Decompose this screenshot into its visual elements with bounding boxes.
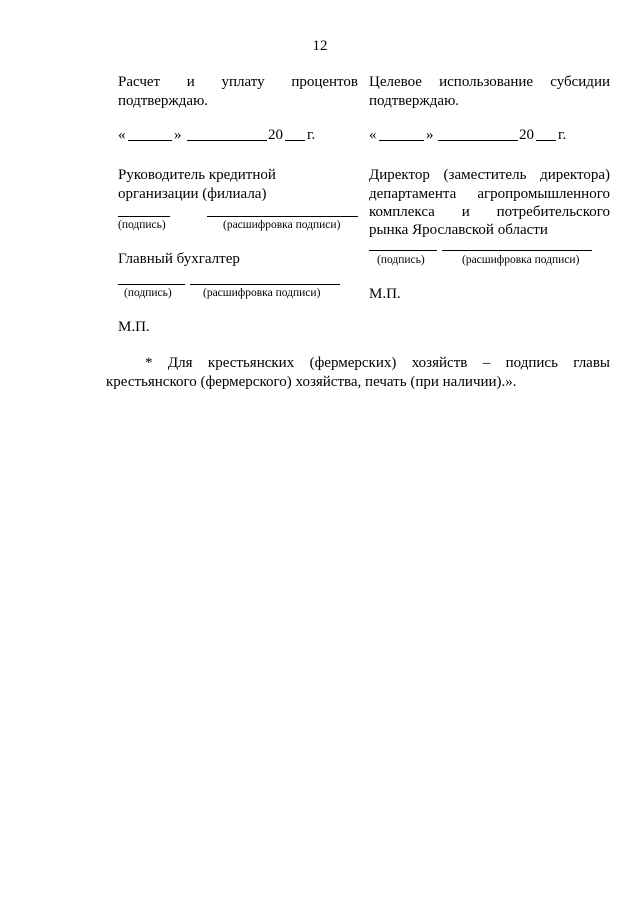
right-director-line1: Директор (заместитель директора): [369, 167, 610, 183]
left-head-signature-line: [118, 216, 170, 217]
right-date-month-line: [438, 140, 518, 141]
right-confirm-line1: Целевое использование субсидии: [369, 74, 610, 90]
right-signature-caption: (подпись): [377, 254, 425, 266]
right-confirm-line2: подтверждаю.: [369, 93, 460, 109]
left-head-decode-line: [207, 216, 358, 217]
left-date-quote-close: »: [174, 127, 182, 143]
left-date-month-line: [187, 140, 267, 141]
left-confirm-line1: Расчет и уплату процентов: [118, 74, 358, 90]
right-date-quote-close: »: [426, 127, 434, 143]
left-date-year-line: [285, 140, 305, 141]
right-decode-line: [442, 250, 592, 251]
left-date-year-suffix: г.: [307, 127, 316, 143]
right-director-line4: рынка Ярославской области: [369, 222, 548, 238]
right-director-line2: департамента агропромышленного: [369, 186, 610, 202]
footnote-line1: * Для крестьянских (фермерских) хозяйств – подпись главы: [145, 355, 610, 371]
left-date-day-line: [128, 140, 172, 141]
left-date-quote-open: «: [118, 127, 126, 143]
left-head-decode-caption: (расшифровка подписи): [223, 219, 341, 231]
page-number: 12: [312, 38, 328, 54]
right-date-year-line: [536, 140, 556, 141]
left-accountant-signature-line: [118, 284, 185, 285]
left-accountant-decode-caption: (расшифровка подписи): [203, 287, 321, 299]
right-date-year-suffix: г.: [558, 127, 567, 143]
left-accountant-signature-caption: (подпись): [124, 287, 172, 299]
left-accountant-title: Главный бухгалтер: [118, 251, 240, 267]
left-head-title-line1: Руководитель кредитной: [118, 167, 276, 183]
left-confirm-line2: подтверждаю.: [118, 93, 209, 109]
right-date-day-line: [379, 140, 424, 141]
left-stamp: М.П.: [118, 319, 150, 335]
right-director-line3: комплекса и потребительского: [369, 204, 610, 220]
right-signature-line: [369, 250, 437, 251]
footnote-line2: крестьянского (фермерского) хозяйства, печать (при наличии).».: [106, 374, 517, 390]
right-stamp: М.П.: [369, 286, 401, 302]
left-head-title-line2: организации (филиала): [118, 186, 267, 202]
right-date-year-prefix: 20: [519, 127, 534, 143]
left-accountant-decode-line: [190, 284, 340, 285]
right-decode-caption: (расшифровка подписи): [462, 254, 580, 266]
right-date-quote-open: «: [369, 127, 377, 143]
left-head-signature-caption: (подпись): [118, 219, 166, 231]
left-date-year-prefix: 20: [268, 127, 283, 143]
